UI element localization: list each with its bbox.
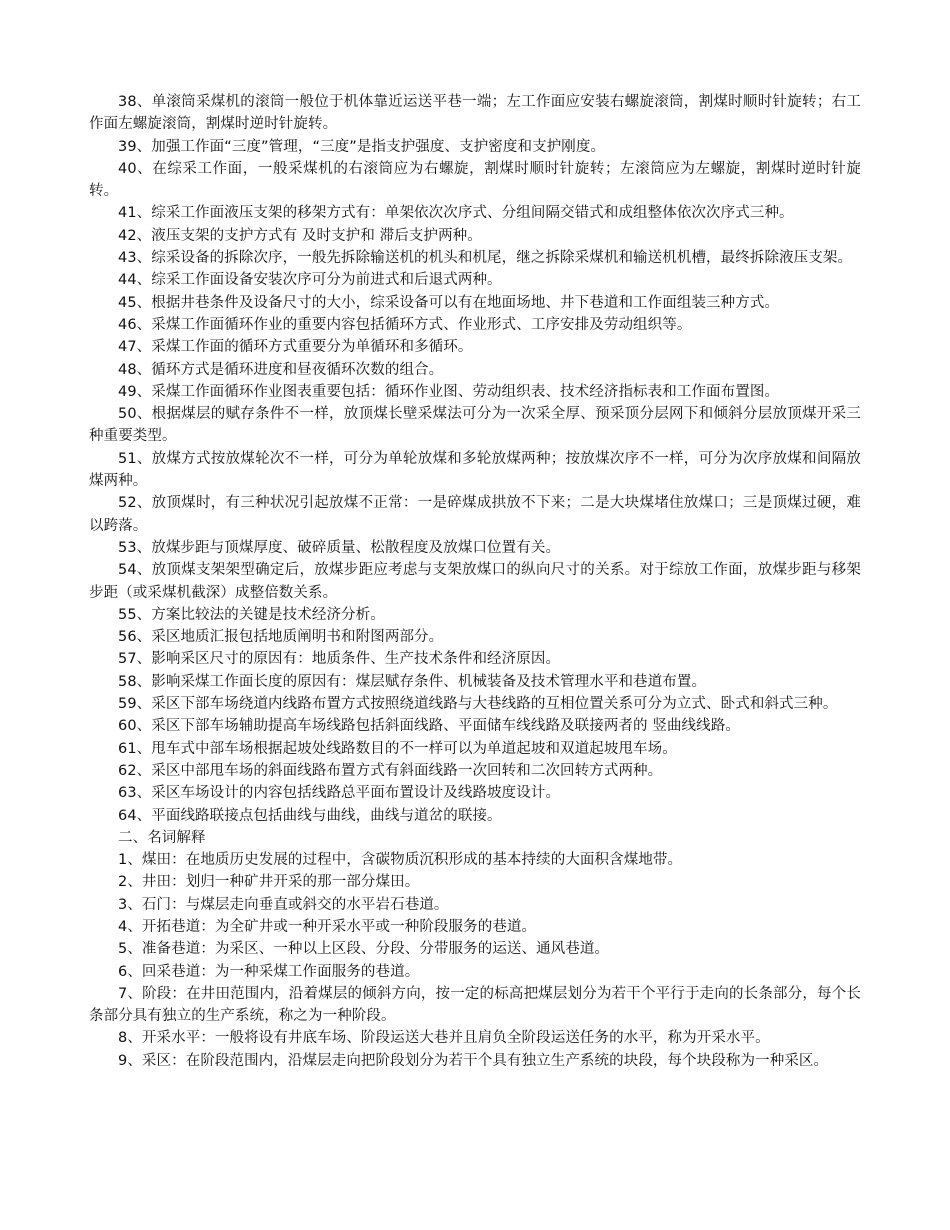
paragraph: 7、阶段：在井田范围内，沿着煤层的倾斜方向，按一定的标高把煤层划分为若干个平行于走向的长条部分，每个长条部分具有独立的生产系统，称之为一种阶段。: [89, 985, 861, 1025]
paragraph: 61、甩车式中部车场根据起坡处线路数目的不一样可以为单道起坡和双道起坡甩车场。: [118, 740, 677, 757]
paragraph: 5、准备巷道：为采区、一种以上区段、分段、分带服务的运送、通风巷道。: [118, 941, 610, 958]
paragraph: 47、采煤工作面的循环方式重要分为单循环和多循环。: [118, 339, 473, 356]
paragraph: 39、加强工作面“三度”管理，“三度”是指支护强度、支护密度和支护刚度。: [118, 138, 606, 155]
paragraph: 44、综采工作面设备安装次序可分为前进式和后退式两种。: [118, 272, 502, 289]
paragraph: 58、影响采煤工作面长度的原因有：煤层赋存条件、机械装备及技术管理水平和巷道布置。: [118, 673, 707, 690]
paragraph: 63、采区车场设计的内容包括线路总平面布置设计及线路坡度设计。: [118, 785, 561, 802]
paragraph: 45、根据井巷条件及设备尺寸的大小，综采设备可以有在地面场地、井下巷道和工作面组装三种方式。: [118, 294, 780, 311]
paragraph: 64、平面线路联接点包括曲线与曲线，曲线与道岔的联接。: [118, 807, 502, 824]
paragraph: 56、采区地质汇报包括地质阐明书和附图两部分。: [118, 629, 444, 646]
paragraph: 50、根据煤层的赋存条件不一样，放顶煤长壁采煤法可分为一次采全厚、预采顶分层网下和倾斜分层放顶煤开采三种重要类型。: [89, 406, 861, 445]
paragraph: 42、液压支架的支护方式有 及时支护和 滞后支护两种。: [118, 227, 482, 244]
paragraph: 62、采区中部甩车场的斜面线路布置方式有斜面线路一次回转和二次回转方式两种。: [118, 762, 663, 779]
paragraph: 53、放煤步距与顶煤厚度、破碎质量、松散程度及放煤口位置有关。: [118, 539, 561, 556]
paragraph: 3、石门：与煤层走向垂直或斜交的水平岩石巷道。: [118, 896, 449, 913]
paragraph: 41、综采工作面液压支架的移架方式有：单架依次次序式、分组间隔交错式和成组整体依次次序式三种。: [118, 205, 794, 222]
paragraph: 40、在综采工作面，一般采煤机的右滚筒应为右螺旋，割煤时顺时针旋转；左滚筒应为左螺旋，割煤时逆时针旋转。: [89, 160, 861, 200]
document-body: [89, 91, 861, 1072]
paragraph: 59、采区下部车场绕道内线路布置方式按照绕道线路与大巷线路的互相位置关系可分为立式、卧式和斜式三种。: [118, 696, 838, 713]
paragraph: 55、方案比较法的关键是技术经济分析。: [118, 606, 385, 623]
paragraph: 46、采煤工作面循环作业的重要内容包括循环方式、作业形式、工序安排及劳动组织等。: [118, 316, 692, 333]
paragraph: 54、放顶煤支架架型确定后，放煤步距应考虑与支架放煤口的纵向尺寸的关系。对于综放工作面，放煤步距与移架步距（或采煤机截深）成整倍数关系。: [89, 562, 861, 601]
paragraph: 48、循环方式是循环进度和昼夜循环次数的组合。: [118, 361, 444, 378]
paragraph: 8、开采水平：一般将设有井底车场、阶段运送大巷并且肩负全阶段运送任务的水平，称为开采水平。: [118, 1030, 770, 1047]
paragraph: 51、放煤方式按放煤轮次不一样，可分为单轮放煤和多轮放煤两种；按放煤次序不一样，可分为次序放煤和间隔放煤两种。: [89, 450, 861, 490]
paragraph: 9、采区：在阶段范围内，沿煤层走向把阶段划分为若干个具有独立生产系统的块段，每个块段称为一种采区。: [118, 1052, 829, 1069]
paragraph: 1、煤田：在地质历史发展的过程中，含碳物质沉积形成的基本持续的大面积含煤地带。: [118, 852, 683, 869]
paragraph: 6、回采巷道：为一种采煤工作面服务的巷道。: [118, 963, 420, 980]
paragraph: 57、影响采区尺寸的原因有：地质条件、生产技术条件和经济原因。: [118, 651, 561, 668]
paragraph: 52、放顶煤时，有三种状况引起放煤不正常：一是碎煤成拱放不下来；二是大块煤堵住放煤口；三是顶煤过硬，难以跨落。: [89, 495, 861, 534]
paragraph: 二、名词解释: [118, 829, 206, 846]
paragraph: 49、采煤工作面循环作业图表重要包括：循环作业图、劳动组织表、技术经济指标表和工作面布置图。: [118, 383, 780, 400]
paragraph: 43、综采设备的拆除次序，一般先拆除输送机的机头和机尾，继之拆除采煤机和输送机机槽，最终拆除液压支架。: [118, 250, 853, 267]
paragraph: 4、开拓巷道：为全矿井或一种开采水平或一种阶段服务的巷道。: [118, 918, 537, 935]
paragraph: 60、采区下部车场辅助提高车场线路包括斜面线路、平面储车线线路及联接两者的 竖曲线线路。: [118, 718, 740, 735]
paragraph: 38、单滚筒采煤机的滚筒一般位于机体靠近运送平巷一端；左工作面应安装右螺旋滚筒，割煤时顺时针旋转；右工作面左螺旋滚筒，割煤时逆时针旋转。: [89, 94, 861, 133]
paragraph: 2、井田：划归一种矿井开采的那一部分煤田。: [118, 874, 420, 891]
